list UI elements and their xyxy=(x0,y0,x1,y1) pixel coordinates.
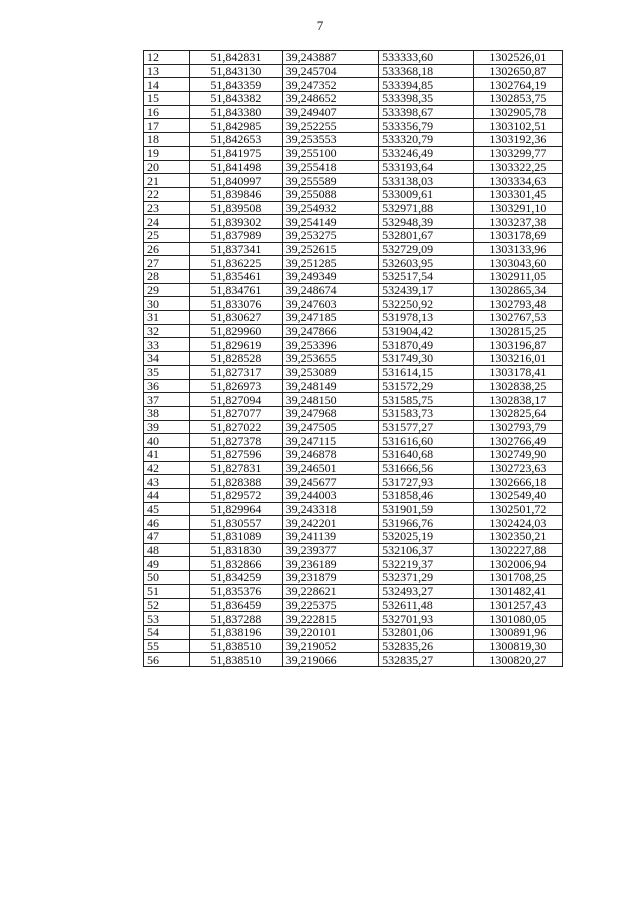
point-number-cell: 38 xyxy=(144,406,190,420)
longitude-cell: 39,245677 xyxy=(282,475,379,489)
table-row xyxy=(144,420,563,434)
x-coordinate-cell: 531640,68 xyxy=(379,447,473,461)
x-coordinate-cell: 532439,17 xyxy=(379,283,473,297)
y-coordinate-cell: 1303216,01 xyxy=(473,352,562,366)
latitude-cell: 51,839846 xyxy=(190,187,282,201)
table-row xyxy=(144,406,563,420)
x-coordinate-cell: 532948,39 xyxy=(379,215,473,229)
point-number-cell: 56 xyxy=(144,653,190,667)
x-coordinate-cell: 531858,46 xyxy=(379,489,473,503)
point-number-cell: 18 xyxy=(144,133,190,147)
table-row xyxy=(144,557,563,571)
x-coordinate-cell: 531749,30 xyxy=(379,352,473,366)
x-coordinate-cell: 532250,92 xyxy=(379,297,473,311)
point-number-cell: 30 xyxy=(144,297,190,311)
longitude-cell: 39,247115 xyxy=(282,434,379,448)
y-coordinate-cell: 1302749,90 xyxy=(473,447,562,461)
x-coordinate-cell: 531966,76 xyxy=(379,516,473,530)
point-number-cell: 32 xyxy=(144,324,190,338)
x-coordinate-cell: 532493,27 xyxy=(379,584,473,598)
longitude-cell: 39,247185 xyxy=(282,311,379,325)
table-row xyxy=(144,119,563,133)
longitude-cell: 39,254932 xyxy=(282,201,379,215)
point-number-cell: 29 xyxy=(144,283,190,297)
table-row xyxy=(144,584,563,598)
longitude-cell: 39,243887 xyxy=(282,51,379,65)
x-coordinate-cell: 531727,93 xyxy=(379,475,473,489)
point-number-cell: 12 xyxy=(144,51,190,65)
latitude-cell: 51,842831 xyxy=(190,51,282,65)
longitude-cell: 39,244003 xyxy=(282,489,379,503)
y-coordinate-cell: 1302905,78 xyxy=(473,105,562,119)
latitude-cell: 51,836459 xyxy=(190,598,282,612)
longitude-cell: 39,225375 xyxy=(282,598,379,612)
latitude-cell: 51,838510 xyxy=(190,639,282,653)
x-coordinate-cell: 531666,56 xyxy=(379,461,473,475)
table-row xyxy=(144,187,563,201)
latitude-cell: 51,827378 xyxy=(190,434,282,448)
point-number-cell: 37 xyxy=(144,393,190,407)
point-number-cell: 49 xyxy=(144,557,190,571)
y-coordinate-cell: 1302227,88 xyxy=(473,543,562,557)
table-row xyxy=(144,228,563,242)
longitude-cell: 39,242201 xyxy=(282,516,379,530)
x-coordinate-cell: 532971,88 xyxy=(379,201,473,215)
table-row xyxy=(144,352,563,366)
longitude-cell: 39,247352 xyxy=(282,78,379,92)
longitude-cell: 39,247968 xyxy=(282,406,379,420)
table-row xyxy=(144,297,563,311)
y-coordinate-cell: 1303237,38 xyxy=(473,215,562,229)
point-number-cell: 21 xyxy=(144,174,190,188)
point-number-cell: 26 xyxy=(144,242,190,256)
y-coordinate-cell: 1300820,27 xyxy=(473,653,562,667)
x-coordinate-cell: 533138,03 xyxy=(379,174,473,188)
y-coordinate-cell: 1301708,25 xyxy=(473,571,562,585)
latitude-cell: 51,832866 xyxy=(190,557,282,571)
y-coordinate-cell: 1302424,03 xyxy=(473,516,562,530)
latitude-cell: 51,829572 xyxy=(190,489,282,503)
longitude-cell: 39,222815 xyxy=(282,612,379,626)
latitude-cell: 51,830557 xyxy=(190,516,282,530)
point-number-cell: 50 xyxy=(144,571,190,585)
table-row xyxy=(144,612,563,626)
y-coordinate-cell: 1303192,36 xyxy=(473,133,562,147)
latitude-cell: 51,838510 xyxy=(190,653,282,667)
point-number-cell: 53 xyxy=(144,612,190,626)
longitude-cell: 39,251285 xyxy=(282,256,379,270)
y-coordinate-cell: 1303301,45 xyxy=(473,187,562,201)
table-row xyxy=(144,92,563,106)
table-row xyxy=(144,242,563,256)
y-coordinate-cell: 1303299,77 xyxy=(473,146,562,160)
table-row xyxy=(144,502,563,516)
table-row xyxy=(144,133,563,147)
x-coordinate-cell: 532517,54 xyxy=(379,270,473,284)
point-number-cell: 42 xyxy=(144,461,190,475)
point-number-cell: 25 xyxy=(144,228,190,242)
latitude-cell: 51,829960 xyxy=(190,324,282,338)
longitude-cell: 39,247866 xyxy=(282,324,379,338)
latitude-cell: 51,831089 xyxy=(190,530,282,544)
longitude-cell: 39,248674 xyxy=(282,283,379,297)
y-coordinate-cell: 1302793,48 xyxy=(473,297,562,311)
point-number-cell: 16 xyxy=(144,105,190,119)
point-number-cell: 45 xyxy=(144,502,190,516)
x-coordinate-cell: 532219,37 xyxy=(379,557,473,571)
table-row xyxy=(144,653,563,667)
y-coordinate-cell: 1302006,94 xyxy=(473,557,562,571)
table-row xyxy=(144,489,563,503)
y-coordinate-cell: 1303322,25 xyxy=(473,160,562,174)
x-coordinate-cell: 533320,79 xyxy=(379,133,473,147)
point-number-cell: 55 xyxy=(144,639,190,653)
longitude-cell: 39,219066 xyxy=(282,653,379,667)
latitude-cell: 51,843382 xyxy=(190,92,282,106)
y-coordinate-cell: 1302650,87 xyxy=(473,64,562,78)
x-coordinate-cell: 531585,75 xyxy=(379,393,473,407)
longitude-cell: 39,249349 xyxy=(282,270,379,284)
point-number-cell: 52 xyxy=(144,598,190,612)
longitude-cell: 39,248150 xyxy=(282,393,379,407)
table-row xyxy=(144,201,563,215)
latitude-cell: 51,827317 xyxy=(190,365,282,379)
y-coordinate-cell: 1302767,53 xyxy=(473,311,562,325)
latitude-cell: 51,839302 xyxy=(190,215,282,229)
point-number-cell: 27 xyxy=(144,256,190,270)
x-coordinate-cell: 532835,27 xyxy=(379,653,473,667)
table-row xyxy=(144,160,563,174)
y-coordinate-cell: 1302766,49 xyxy=(473,434,562,448)
x-coordinate-cell: 531583,73 xyxy=(379,406,473,420)
y-coordinate-cell: 1303291,10 xyxy=(473,201,562,215)
latitude-cell: 51,826973 xyxy=(190,379,282,393)
latitude-cell: 51,834761 xyxy=(190,283,282,297)
page-number: 7 xyxy=(316,18,324,33)
point-number-cell: 13 xyxy=(144,64,190,78)
table-row xyxy=(144,571,563,585)
longitude-cell: 39,236189 xyxy=(282,557,379,571)
y-coordinate-cell: 1302838,17 xyxy=(473,393,562,407)
y-coordinate-cell: 1302838,25 xyxy=(473,379,562,393)
longitude-cell: 39,253275 xyxy=(282,228,379,242)
table-row xyxy=(144,447,563,461)
longitude-cell: 39,254149 xyxy=(282,215,379,229)
longitude-cell: 39,239377 xyxy=(282,543,379,557)
latitude-cell: 51,840997 xyxy=(190,174,282,188)
table-row xyxy=(144,516,563,530)
point-number-cell: 46 xyxy=(144,516,190,530)
y-coordinate-cell: 1302350,21 xyxy=(473,530,562,544)
coordinates-table xyxy=(143,50,563,667)
table-row xyxy=(144,475,563,489)
x-coordinate-cell: 532603,95 xyxy=(379,256,473,270)
table-row xyxy=(144,78,563,92)
x-coordinate-cell: 532025,19 xyxy=(379,530,473,544)
latitude-cell: 51,843380 xyxy=(190,105,282,119)
y-coordinate-cell: 1302865,34 xyxy=(473,283,562,297)
latitude-cell: 51,841498 xyxy=(190,160,282,174)
y-coordinate-cell: 1302793,79 xyxy=(473,420,562,434)
x-coordinate-cell: 532729,09 xyxy=(379,242,473,256)
point-number-cell: 44 xyxy=(144,489,190,503)
point-number-cell: 19 xyxy=(144,146,190,160)
longitude-cell: 39,228621 xyxy=(282,584,379,598)
x-coordinate-cell: 533398,67 xyxy=(379,105,473,119)
x-coordinate-cell: 533246,49 xyxy=(379,146,473,160)
latitude-cell: 51,833076 xyxy=(190,297,282,311)
point-number-cell: 20 xyxy=(144,160,190,174)
longitude-cell: 39,253089 xyxy=(282,365,379,379)
latitude-cell: 51,837989 xyxy=(190,228,282,242)
table-row xyxy=(144,64,563,78)
longitude-cell: 39,247505 xyxy=(282,420,379,434)
point-number-cell: 34 xyxy=(144,352,190,366)
y-coordinate-cell: 1302501,72 xyxy=(473,502,562,516)
y-coordinate-cell: 1303133,96 xyxy=(473,242,562,256)
latitude-cell: 51,837341 xyxy=(190,242,282,256)
y-coordinate-cell: 1301482,41 xyxy=(473,584,562,598)
table-row xyxy=(144,530,563,544)
x-coordinate-cell: 533398,35 xyxy=(379,92,473,106)
point-number-cell: 31 xyxy=(144,311,190,325)
table-row xyxy=(144,338,563,352)
longitude-cell: 39,253396 xyxy=(282,338,379,352)
y-coordinate-cell: 1302723,63 xyxy=(473,461,562,475)
latitude-cell: 51,835376 xyxy=(190,584,282,598)
x-coordinate-cell: 531870,49 xyxy=(379,338,473,352)
longitude-cell: 39,255100 xyxy=(282,146,379,160)
latitude-cell: 51,838196 xyxy=(190,625,282,639)
point-number-cell: 41 xyxy=(144,447,190,461)
y-coordinate-cell: 1303334,63 xyxy=(473,174,562,188)
latitude-cell: 51,829964 xyxy=(190,502,282,516)
point-number-cell: 15 xyxy=(144,92,190,106)
table-row xyxy=(144,598,563,612)
x-coordinate-cell: 533394,85 xyxy=(379,78,473,92)
latitude-cell: 51,835461 xyxy=(190,270,282,284)
y-coordinate-cell: 1302825,64 xyxy=(473,406,562,420)
coordinates-table-body xyxy=(144,51,563,667)
x-coordinate-cell: 531901,59 xyxy=(379,502,473,516)
latitude-cell: 51,841975 xyxy=(190,146,282,160)
point-number-cell: 47 xyxy=(144,530,190,544)
longitude-cell: 39,253553 xyxy=(282,133,379,147)
y-coordinate-cell: 1301257,43 xyxy=(473,598,562,612)
latitude-cell: 51,842653 xyxy=(190,133,282,147)
x-coordinate-cell: 531614,15 xyxy=(379,365,473,379)
point-number-cell: 54 xyxy=(144,625,190,639)
point-number-cell: 48 xyxy=(144,543,190,557)
latitude-cell: 51,834259 xyxy=(190,571,282,585)
table-row xyxy=(144,270,563,284)
longitude-cell: 39,252615 xyxy=(282,242,379,256)
point-number-cell: 24 xyxy=(144,215,190,229)
longitude-cell: 39,246878 xyxy=(282,447,379,461)
y-coordinate-cell: 1303102,51 xyxy=(473,119,562,133)
longitude-cell: 39,252255 xyxy=(282,119,379,133)
y-coordinate-cell: 1302764,19 xyxy=(473,78,562,92)
table-row xyxy=(144,639,563,653)
table-row xyxy=(144,379,563,393)
table-row xyxy=(144,393,563,407)
longitude-cell: 39,248149 xyxy=(282,379,379,393)
latitude-cell: 51,828528 xyxy=(190,352,282,366)
x-coordinate-cell: 533193,64 xyxy=(379,160,473,174)
table-row xyxy=(144,146,563,160)
longitude-cell: 39,255589 xyxy=(282,174,379,188)
longitude-cell: 39,219052 xyxy=(282,639,379,653)
latitude-cell: 51,828388 xyxy=(190,475,282,489)
x-coordinate-cell: 533368,18 xyxy=(379,64,473,78)
latitude-cell: 51,827077 xyxy=(190,406,282,420)
table-row xyxy=(144,105,563,119)
latitude-cell: 51,843359 xyxy=(190,78,282,92)
point-number-cell: 35 xyxy=(144,365,190,379)
y-coordinate-cell: 1303178,69 xyxy=(473,228,562,242)
point-number-cell: 40 xyxy=(144,434,190,448)
y-coordinate-cell: 1302666,18 xyxy=(473,475,562,489)
longitude-cell: 39,248652 xyxy=(282,92,379,106)
x-coordinate-cell: 532611,48 xyxy=(379,598,473,612)
x-coordinate-cell: 532801,67 xyxy=(379,228,473,242)
point-number-cell: 17 xyxy=(144,119,190,133)
y-coordinate-cell: 1301080,05 xyxy=(473,612,562,626)
x-coordinate-cell: 531577,27 xyxy=(379,420,473,434)
x-coordinate-cell: 532835,26 xyxy=(379,639,473,653)
latitude-cell: 51,836225 xyxy=(190,256,282,270)
point-number-cell: 43 xyxy=(144,475,190,489)
y-coordinate-cell: 1303043,60 xyxy=(473,256,562,270)
table-row xyxy=(144,283,563,297)
point-number-cell: 28 xyxy=(144,270,190,284)
point-number-cell: 23 xyxy=(144,201,190,215)
x-coordinate-cell: 533009,61 xyxy=(379,187,473,201)
y-coordinate-cell: 1302526,01 xyxy=(473,51,562,65)
longitude-cell: 39,253655 xyxy=(282,352,379,366)
table-row xyxy=(144,434,563,448)
y-coordinate-cell: 1302549,40 xyxy=(473,489,562,503)
y-coordinate-cell: 1300819,30 xyxy=(473,639,562,653)
x-coordinate-cell: 533333,60 xyxy=(379,51,473,65)
x-coordinate-cell: 532701,93 xyxy=(379,612,473,626)
latitude-cell: 51,837288 xyxy=(190,612,282,626)
longitude-cell: 39,246501 xyxy=(282,461,379,475)
longitude-cell: 39,249407 xyxy=(282,105,379,119)
longitude-cell: 39,247603 xyxy=(282,297,379,311)
table-row xyxy=(144,51,563,65)
latitude-cell: 51,827022 xyxy=(190,420,282,434)
longitude-cell: 39,245704 xyxy=(282,64,379,78)
x-coordinate-cell: 533356,79 xyxy=(379,119,473,133)
table-row xyxy=(144,625,563,639)
table-row xyxy=(144,324,563,338)
y-coordinate-cell: 1303196,87 xyxy=(473,338,562,352)
x-coordinate-cell: 531978,13 xyxy=(379,311,473,325)
y-coordinate-cell: 1303178,41 xyxy=(473,365,562,379)
longitude-cell: 39,255088 xyxy=(282,187,379,201)
longitude-cell: 39,231879 xyxy=(282,571,379,585)
y-coordinate-cell: 1302815,25 xyxy=(473,324,562,338)
x-coordinate-cell: 531904,42 xyxy=(379,324,473,338)
point-number-cell: 39 xyxy=(144,420,190,434)
x-coordinate-cell: 532801,06 xyxy=(379,625,473,639)
y-coordinate-cell: 1302911,05 xyxy=(473,270,562,284)
latitude-cell: 51,829619 xyxy=(190,338,282,352)
longitude-cell: 39,243318 xyxy=(282,502,379,516)
x-coordinate-cell: 531572,29 xyxy=(379,379,473,393)
y-coordinate-cell: 1302853,75 xyxy=(473,92,562,106)
longitude-cell: 39,241139 xyxy=(282,530,379,544)
table-row xyxy=(144,461,563,475)
point-number-cell: 14 xyxy=(144,78,190,92)
point-number-cell: 51 xyxy=(144,584,190,598)
table-row xyxy=(144,311,563,325)
latitude-cell: 51,827094 xyxy=(190,393,282,407)
latitude-cell: 51,839508 xyxy=(190,201,282,215)
latitude-cell: 51,842985 xyxy=(190,119,282,133)
point-number-cell: 33 xyxy=(144,338,190,352)
x-coordinate-cell: 532106,37 xyxy=(379,543,473,557)
latitude-cell: 51,831830 xyxy=(190,543,282,557)
x-coordinate-cell: 531616,60 xyxy=(379,434,473,448)
table-row xyxy=(144,256,563,270)
y-coordinate-cell: 1300891,96 xyxy=(473,625,562,639)
point-number-cell: 22 xyxy=(144,187,190,201)
table-row xyxy=(144,174,563,188)
latitude-cell: 51,827831 xyxy=(190,461,282,475)
latitude-cell: 51,827596 xyxy=(190,447,282,461)
table-row xyxy=(144,543,563,557)
latitude-cell: 51,830627 xyxy=(190,311,282,325)
table-row xyxy=(144,215,563,229)
latitude-cell: 51,843130 xyxy=(190,64,282,78)
longitude-cell: 39,255418 xyxy=(282,160,379,174)
longitude-cell: 39,220101 xyxy=(282,625,379,639)
table-row xyxy=(144,365,563,379)
x-coordinate-cell: 532371,29 xyxy=(379,571,473,585)
point-number-cell: 36 xyxy=(144,379,190,393)
